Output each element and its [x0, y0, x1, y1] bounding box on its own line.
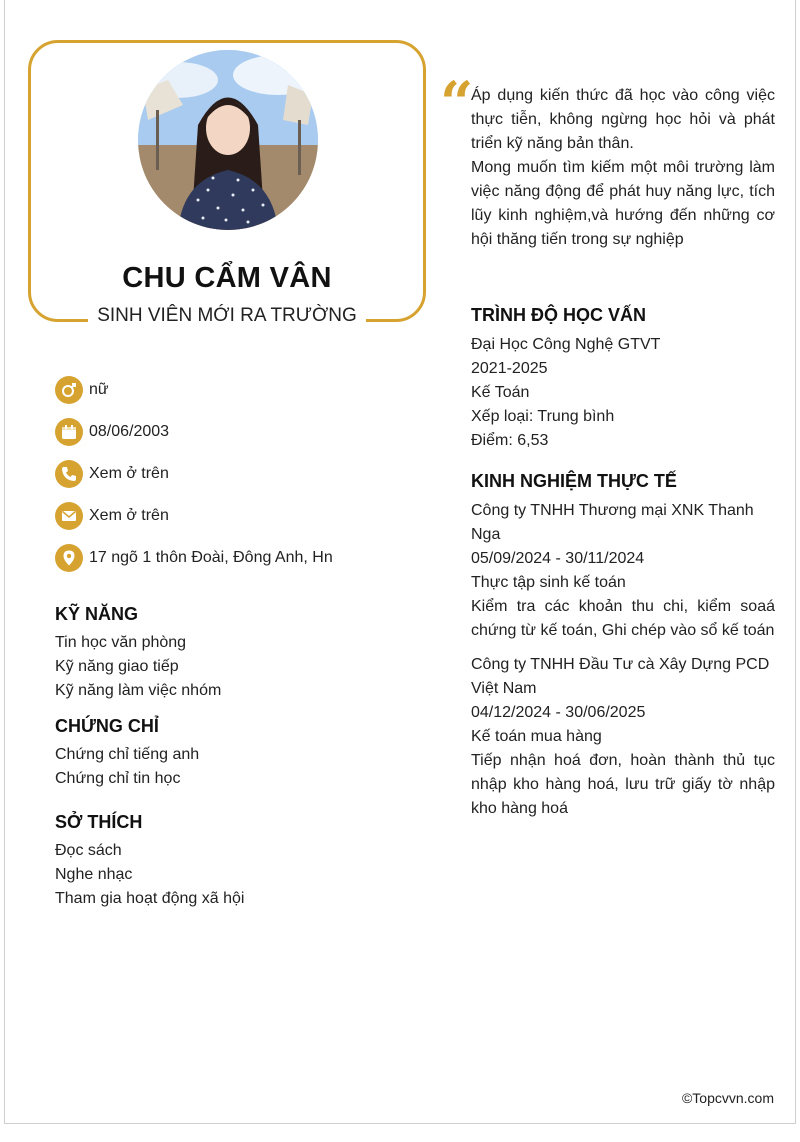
education-score: Điểm: 6,53 [471, 432, 549, 449]
job-role: Thực tập sinh kế toán [471, 574, 626, 591]
job-description: Kiểm tra các khoản thu chi, kiểm soaá chứng từ kế toán, Ghi chép vào sổ kế toán [471, 598, 775, 639]
hobbies-title: SỞ THÍCH [55, 812, 143, 832]
job-description: Tiếp nhận hoá đơn, hoàn thành thủ tục nhập kho hàng hoá, lưu trữ giấy tờ nhập kho hàng hoá [471, 752, 775, 817]
candidate-name: CHU CẨM VÂN [122, 262, 332, 294]
education-major: Kế Toán [471, 384, 530, 401]
contact-email-text: Xem ở trên [89, 507, 169, 524]
job-period: 05/09/2024 - 30/11/2024 [471, 550, 645, 567]
calendar-icon [55, 418, 83, 446]
list-item: Chứng chỉ tin học [55, 770, 181, 787]
contact-phone-text: Xem ở trên [89, 465, 169, 482]
contact-birthday-text: 08/06/2003 [89, 423, 170, 440]
email-icon [55, 502, 83, 530]
objective-line-1: Áp dụng kiến thức đã học vào công việc thực tiễn, không ngừng học hỏi và phát triển kỹ năng bản thân. [471, 87, 775, 152]
list-item: Đọc sách [55, 842, 122, 859]
contact-gender-text: nữ [89, 381, 109, 398]
education-years: 2021-2025 [471, 360, 548, 377]
job-company: Công ty TNHH Đầu Tư cà Xây Dựng PCD Việt Nam [471, 656, 770, 697]
contact-phone [55, 459, 169, 489]
objective-line-2: Mong muốn tìm kiếm một môi trường làm việc năng động để phát huy năng lực, tích lũy kinh nghiệm,và hướng đến những cơ hội thăng tiến trong sự nghiệp [471, 159, 775, 248]
contact-gender [55, 375, 109, 405]
certificates-list [55, 743, 199, 791]
contact-birthday [55, 417, 169, 447]
certificates-title: CHỨNG CHỈ [55, 716, 159, 736]
education-school: Đại Học Công Nghệ GTVT [471, 336, 661, 353]
phone-icon [55, 460, 83, 488]
avatar-photo [138, 50, 318, 230]
experience-title: KINH NGHIỆM THỰC TẾ [471, 471, 677, 491]
avatar [138, 50, 318, 230]
job-period: 04/12/2024 - 30/06/2025 [471, 704, 646, 721]
skills-list [55, 631, 221, 703]
list-item: Tin học văn phòng [55, 634, 187, 651]
contact-email [55, 501, 169, 531]
education-details [471, 333, 775, 453]
list-item: Nghe nhạc [55, 866, 133, 883]
job-role: Kế toán mua hàng [471, 728, 602, 745]
hobbies-list [55, 839, 244, 911]
contact-address-text: 17 ngõ 1 thôn Đoài, Đông Anh, Hn [89, 549, 333, 566]
list-item: Tham gia hoạt động xã hội [55, 890, 245, 907]
gender-icon [55, 376, 83, 404]
education-title: TRÌNH ĐỘ HỌC VẤN [471, 305, 646, 325]
list-item: Kỹ năng giao tiếp [55, 658, 179, 675]
list-item: Chứng chỉ tiếng anh [55, 746, 200, 763]
list-item: Kỹ năng làm việc nhóm [55, 682, 222, 699]
candidate-title: SINH VIÊN MỚI RA TRƯỜNG [97, 305, 357, 326]
contact-address [55, 543, 333, 573]
location-icon [55, 544, 83, 572]
quote-icon: “ [440, 69, 474, 137]
experience-job-2 [471, 653, 775, 821]
skills-title: KỸ NĂNG [55, 604, 139, 624]
career-objective [471, 84, 775, 252]
footer-watermark: ©Topcvvn.com [681, 1090, 774, 1106]
job-company: Công ty TNHH Thương mại XNK Thanh Nga [471, 502, 754, 543]
experience-job-1 [471, 499, 775, 643]
education-rank: Xếp loại: Trung bình [471, 408, 615, 425]
